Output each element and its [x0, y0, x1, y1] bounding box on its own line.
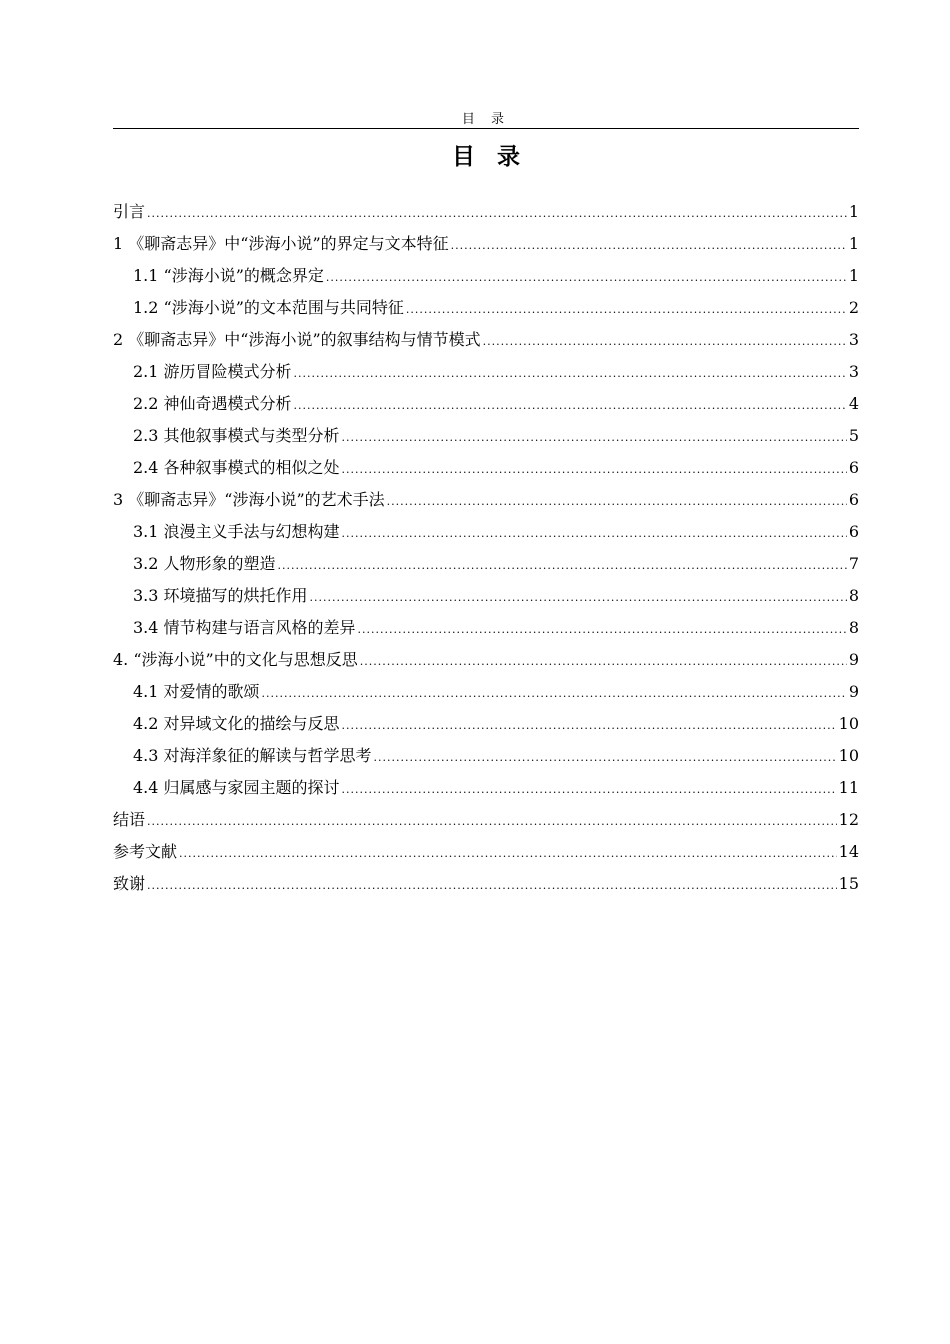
toc-entry-title: 致谢	[113, 874, 146, 893]
toc-entry-title: 2.3 其他叙事模式与类型分析	[133, 426, 340, 445]
toc-entry-title: 结语	[113, 810, 146, 829]
toc-entry-title: 2.2 神仙奇遇模式分析	[133, 394, 292, 413]
toc-leader-dots	[147, 870, 837, 902]
toc-leader-dots	[147, 198, 847, 230]
toc-leader-dots	[278, 550, 847, 582]
table-of-contents	[113, 196, 859, 900]
toc-leader-dots	[342, 518, 847, 550]
toc-entry-title: 2.4 各种叙事模式的相似之处	[133, 458, 340, 477]
toc-entry[interactable]	[113, 868, 859, 900]
toc-entry-page: 3	[848, 362, 859, 381]
toc-entry-page: 4	[848, 394, 859, 413]
toc-entry[interactable]	[113, 676, 859, 708]
toc-entry[interactable]	[113, 452, 859, 484]
toc-entry[interactable]	[113, 772, 859, 804]
toc-entry[interactable]	[113, 324, 859, 356]
toc-entry[interactable]	[113, 196, 859, 228]
toc-entry-title: 4.3 对海洋象征的解读与哲学思考	[133, 746, 372, 765]
toc-entry-page: 8	[848, 586, 859, 605]
header-rule	[113, 128, 859, 129]
toc-entry-page: 6	[848, 490, 859, 509]
toc-leader-dots	[179, 838, 837, 870]
toc-entry-title: 3.2 人物形象的塑造	[133, 554, 276, 573]
toc-entry-title: 3.4 情节构建与语言风格的差异	[133, 618, 356, 637]
toc-entry-page: 11	[838, 778, 859, 797]
toc-leader-dots	[294, 390, 847, 422]
toc-entry[interactable]	[113, 292, 859, 324]
toc-entry[interactable]	[113, 484, 859, 516]
toc-leader-dots	[294, 358, 847, 390]
toc-entry-title: 4. “涉海小说”中的文化与思想反思	[113, 650, 358, 669]
toc-entry-page: 1	[848, 266, 859, 285]
toc-entry-page: 12	[838, 810, 859, 829]
toc-leader-dots	[406, 294, 847, 326]
toc-entry[interactable]	[113, 740, 859, 772]
toc-entry-page: 8	[848, 618, 859, 637]
toc-leader-dots	[342, 774, 837, 806]
toc-entry-title: 4.2 对异域文化的描绘与反思	[133, 714, 340, 733]
toc-entry-page: 7	[848, 554, 859, 573]
toc-entry-title: 3 《聊斋志异》“涉海小说”的艺术手法	[113, 490, 385, 509]
toc-entry-page: 6	[848, 522, 859, 541]
toc-entry-page: 1	[848, 202, 859, 221]
toc-entry-title: 1 《聊斋志异》中“涉海小说”的界定与文本特征	[113, 234, 449, 253]
toc-entry-title: 4.4 归属感与家园主题的探讨	[133, 778, 340, 797]
toc-leader-dots	[147, 806, 837, 838]
toc-entry-title: 2 《聊斋志异》中“涉海小说”的叙事结构与情节模式	[113, 330, 481, 349]
toc-leader-dots	[326, 262, 847, 294]
toc-entry[interactable]	[113, 516, 859, 548]
toc-leader-dots	[360, 646, 847, 678]
toc-leader-dots	[387, 486, 847, 518]
toc-entry[interactable]	[113, 388, 859, 420]
toc-entry[interactable]	[113, 612, 859, 644]
page-title: 目录	[452, 144, 542, 170]
toc-entry-title: 2.1 游历冒险模式分析	[133, 362, 292, 381]
running-header: 目 录	[461, 112, 511, 127]
toc-entry[interactable]	[113, 260, 859, 292]
toc-entry[interactable]	[113, 804, 859, 836]
toc-leader-dots	[342, 422, 847, 454]
toc-entry-page: 10	[838, 714, 859, 733]
toc-entry-title: 4.1 对爱情的歌颂	[133, 682, 260, 701]
toc-entry-page: 5	[848, 426, 859, 445]
toc-entry-title: 1.1 “涉海小说”的概念界定	[133, 266, 324, 285]
toc-entry[interactable]	[113, 420, 859, 452]
toc-entry[interactable]	[113, 228, 859, 260]
toc-entry[interactable]	[113, 708, 859, 740]
toc-entry-page: 9	[848, 650, 859, 669]
toc-entry[interactable]	[113, 356, 859, 388]
toc-leader-dots	[342, 454, 847, 486]
toc-entry-title: 3.3 环境描写的烘托作用	[133, 586, 308, 605]
toc-entry-title: 3.1 浪漫主义手法与幻想构建	[133, 522, 340, 541]
toc-entry[interactable]	[113, 548, 859, 580]
toc-leader-dots	[262, 678, 847, 710]
toc-entry[interactable]	[113, 580, 859, 612]
toc-entry-title: 参考文献	[113, 842, 178, 861]
toc-entry-page: 3	[848, 330, 859, 349]
toc-entry-page: 15	[838, 874, 859, 893]
toc-leader-dots	[483, 326, 847, 358]
toc-entry-page: 9	[848, 682, 859, 701]
toc-entry-page: 14	[838, 842, 859, 861]
toc-leader-dots	[342, 710, 837, 742]
toc-entry-title: 引言	[113, 202, 146, 221]
toc-entry-page: 1	[848, 234, 859, 253]
toc-leader-dots	[374, 742, 837, 774]
toc-entry-page: 6	[848, 458, 859, 477]
toc-leader-dots	[358, 614, 847, 646]
toc-entry[interactable]	[113, 836, 859, 868]
toc-leader-dots	[451, 230, 847, 262]
toc-entry-page: 2	[848, 298, 859, 317]
toc-entry[interactable]	[113, 644, 859, 676]
toc-leader-dots	[310, 582, 847, 614]
toc-entry-title: 1.2 “涉海小说”的文本范围与共同特征	[133, 298, 404, 317]
toc-entry-page: 10	[838, 746, 859, 765]
